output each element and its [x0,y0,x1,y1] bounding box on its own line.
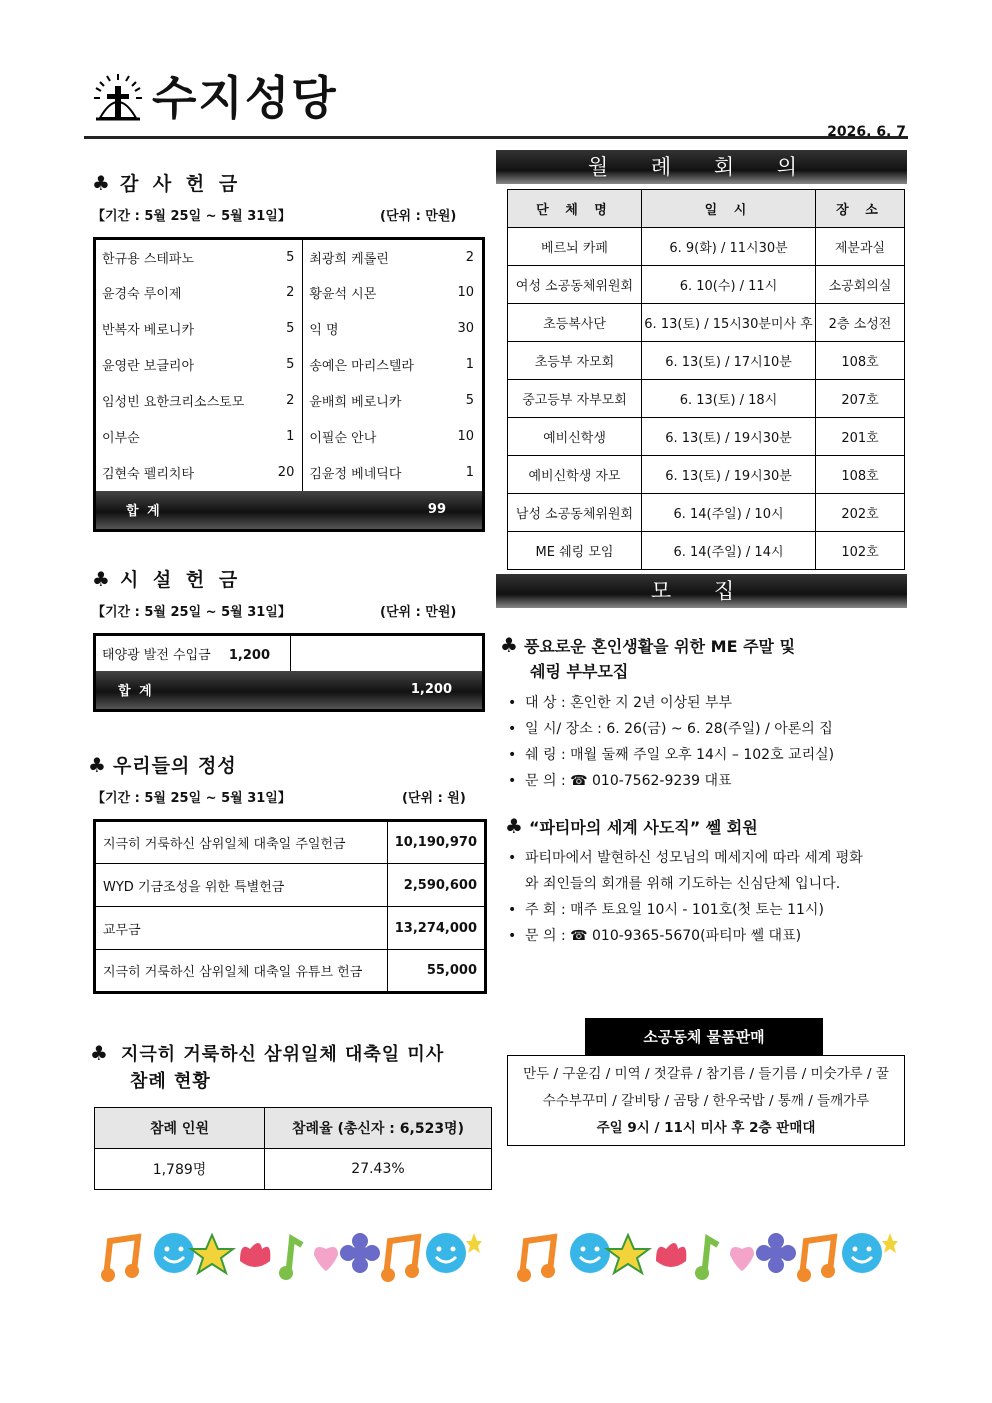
facility-period: 【기간 : 5월 25일 ~ 5월 31일】 [92,605,291,620]
table-row [508,342,905,380]
meeting-group: 예비신학생 [508,418,642,456]
music-note-icon [797,1237,835,1282]
donor-amount: 1 [286,429,295,444]
table-row [95,419,484,455]
facility-sum-value: 1,200 [291,671,484,711]
facility-table [93,633,485,712]
flower-icon [756,1233,796,1273]
meeting-time: 6. 13(토) / 19시30분 [642,456,816,494]
music-note-icon [101,1237,139,1282]
attendance-table [94,1107,492,1190]
donor-amount: 1 [465,357,474,372]
offering-amount: 10,190,970 [387,821,485,864]
offering-unit: (단위 : 원) [402,791,466,806]
page-title: 수지성당 [152,71,338,125]
list-item: • 쉐 링 : 매월 둘째 주일 오후 14시 – 102호 교리실) [505,742,905,768]
facility-empty-cell [291,635,484,671]
header-rule [84,136,908,139]
thanks-sum-label: 합 계 [95,491,422,531]
donor-name: 송예은 마리스텔라 [303,347,422,383]
meeting-place: 108호 [816,342,905,380]
meetings-col-time: 일 시 [642,190,816,228]
offering-period: 【기간 : 5월 25일 ~ 5월 31일】 [92,791,291,806]
donor-name: 임성빈 요한크리소스토모 [102,395,245,410]
meeting-time: 6. 13(토) / 19시30분 [642,418,816,456]
table-row [95,383,484,419]
offering-label: 지극히 거룩하신 삼위일체 대축일 유튜브 헌금 [95,950,388,993]
donor-name: 최광희 케롤린 [303,239,422,275]
flower-icon [340,1233,380,1273]
facility-item: 태양광 발전 수입금 1,200 [102,647,270,663]
table-row [508,418,905,456]
fatima-title: ♣ “파티마의 세계 사도직” 쎌 회원 [505,814,758,838]
table-row [508,494,905,532]
thanks-sum-row [95,491,484,531]
tulip-icon [240,1243,270,1267]
table-row [508,304,905,342]
offering-label: 교무금 [95,907,388,950]
meetings-table [507,189,905,570]
donor-amount: 5 [286,249,295,265]
club-icon: ♣ [92,567,114,591]
donor-name: 황윤석 시몬 [303,275,422,311]
table-row [95,311,484,347]
attendance-rate: 27.43% [265,1149,492,1190]
donor-name: 윤배희 베로니카 [303,383,422,419]
heart-icon [314,1247,338,1271]
meeting-place: 201호 [816,418,905,456]
meeting-group: 중고등부 자부모회 [508,380,642,418]
table-row [508,228,905,266]
offering-amount: 55,000 [387,950,485,993]
list-item: • 문 의 : ☎ 010-7562-9239 대표 [505,768,905,794]
music-note-icon [695,1239,718,1280]
table-row [508,532,905,570]
facility-sum-row [95,671,484,711]
meeting-place: 2층 소성전 [816,304,905,342]
donor-name: 김현숙 펠리치타 [102,467,195,482]
offering-label: WYD 기금조성을 위한 특별헌금 [95,864,388,907]
table-row [95,347,484,383]
meeting-time: 6. 9(화) / 11시30분 [642,228,816,266]
recruit-header-bar: 모 집 [496,574,907,608]
shop-location: 주일 9시 / 11시 미사 후 2층 판매대 [596,1120,816,1136]
attendance-section-title-line2: 참례 현황 [130,1071,211,1092]
list-item: • 일 시/ 장소 : 6. 26(금) ~ 6. 28(주일) / 아론의 집 [505,716,905,742]
meeting-time: 6. 13(토) / 18시 [642,380,816,418]
meeting-place: 소공회의실 [816,266,905,304]
facility-sum-label: 합 계 [95,671,291,711]
offering-amount: 2,590,600 [387,864,485,907]
thanks-table [93,237,485,532]
meeting-group: 초등복사단 [508,304,642,342]
donor-amount: 2 [286,393,295,408]
facility-item-value: 1,200 [228,647,270,663]
meeting-group: ME 쉐링 모임 [508,532,642,570]
donor-amount: 5 [465,393,474,408]
music-note-icon [279,1239,302,1280]
donor-amount: 30 [457,321,474,336]
club-icon: ♣ [90,1041,109,1065]
meeting-group: 남성 소공동체위원회 [508,494,642,532]
offering-amount: 13,274,000 [387,907,485,950]
decorative-banner-right [516,1227,898,1283]
donor-name: 이필순 안나 [303,419,422,455]
offering-section-title: ♣ 우리들의 정성 [88,753,237,777]
meeting-group: 예비신학생 자모 [508,456,642,494]
table-row [95,950,486,993]
table-row [95,239,484,275]
table-row [95,455,484,491]
donor-amount: 5 [286,321,295,336]
meeting-time: 6. 14(주일) / 10시 [642,494,816,532]
table-row [508,266,905,304]
music-note-icon [517,1237,555,1282]
meeting-place: 202호 [816,494,905,532]
meetings-col-group: 단 체 명 [508,190,642,228]
donor-amount: 10 [457,285,474,300]
attendance-header-count: 참례 인원 [95,1108,265,1149]
meeting-time: 6. 13(토) / 15시30분미사 후 [642,304,816,342]
club-icon: ♣ [505,814,523,838]
table-row [508,380,905,418]
star-icon [466,1233,482,1253]
facility-section-title: ♣ 시 설 헌 금 [92,567,242,591]
meeting-group: 초등부 자모회 [508,342,642,380]
facility-unit: (단위 : 만원) [380,605,457,620]
meeting-time: 6. 13(토) / 17시10분 [642,342,816,380]
shop-items-line2: 수수부꾸미 / 갈비탕 / 곰탕 / 한우국밥 / 통깨 / 들깨가루 [542,1093,870,1109]
donor-name: 반복자 베로니카 [102,323,195,338]
attendance-header-rate: 참례율 (총신자 : 6,523명) [265,1108,492,1149]
thanks-period: 【기간 : 5월 25일 ~ 5월 31일】 [92,209,291,224]
meeting-place: 207호 [816,380,905,418]
donor-amount: 5 [286,357,295,372]
meetings-col-place: 장 소 [816,190,905,228]
fatima-list [505,845,875,949]
donor-amount: 20 [277,465,295,480]
smiley-icon [570,1233,610,1273]
shop-box [507,1055,905,1146]
attendance-section-title: ♣ 지극히 거룩하신 삼위일체 대축일 미사 [90,1041,445,1065]
smiley-icon [426,1233,466,1273]
meeting-time: 6. 14(주일) / 14시 [642,532,816,570]
star-icon [607,1235,649,1273]
issue-date: 2026. 6. 7 [827,124,906,140]
shop-items-line1: 만두 / 구운김 / 미역 / 젓갈류 / 참기름 / 들기름 / 미숫가루 / 꿀 [523,1066,889,1082]
meeting-place: 제분과실 [816,228,905,266]
me-recruit-title-line2: 쉐링 부부모집 [530,662,629,681]
donor-name: 윤영란 보글리아 [102,359,195,374]
table-row [95,864,486,907]
table-row [95,821,486,864]
donor-amount: 2 [465,249,474,265]
donor-name: 한규용 스테파노 [102,251,195,267]
thanks-unit: (단위 : 만원) [380,209,457,224]
star-icon [191,1235,233,1273]
meeting-place: 108호 [816,456,905,494]
table-row [95,907,486,950]
meetings-header-bar: 월 례 회 의 [496,150,907,184]
donor-name: 윤경숙 루이제 [102,287,182,302]
donor-amount: 1 [465,465,474,480]
offering-label: 지극히 거룩하신 삼위일체 대축일 주일헌금 [95,821,388,864]
star-icon [882,1233,898,1253]
club-icon: ♣ [500,633,518,657]
meeting-group: 베르뇌 카페 [508,228,642,266]
donor-amount: 10 [457,429,474,444]
thanks-sum-value: 99 [422,491,484,531]
list-item: • 문 의 : ☎ 010-9365-5670(파티마 쎌 대표) [505,923,875,949]
me-recruit-list [505,690,905,794]
meeting-place: 102호 [816,532,905,570]
decorative-banner-left [100,1227,482,1283]
tulip-icon [656,1243,686,1267]
attendance-count: 1,789명 [95,1149,265,1190]
donor-name: 익 명 [303,311,422,347]
meeting-time: 6. 10(수) / 11시 [642,266,816,304]
meeting-group: 여성 소공동체위원회 [508,266,642,304]
music-note-icon [381,1237,419,1282]
smiley-icon [842,1233,882,1273]
club-icon: ♣ [88,753,107,777]
donor-name: 이부순 [102,431,140,446]
offering-table [93,819,487,994]
shop-title: 소공동체 물품판매 [585,1018,823,1056]
list-item: • 대 상 : 혼인한 지 2년 이상된 부부 [505,690,905,716]
table-row [508,456,905,494]
heart-icon [730,1247,754,1271]
donor-amount: 2 [286,285,295,300]
table-row [95,275,484,311]
club-icon: ♣ [92,171,114,195]
me-recruit-title: ♣ 풍요로운 혼인생활을 위한 ME 주말 및 [500,633,796,657]
donor-name: 김윤정 베네딕다 [303,455,422,491]
church-logo-icon [92,72,144,124]
list-item: • 주 회 : 매주 토요일 10시 - 101호(첫 토는 11시) [505,897,875,923]
smiley-icon [154,1233,194,1273]
list-item: • 파티마에서 발현하신 성모님의 메세지에 따라 세계 평화와 죄인들의 회개를 위해 기도하는 신심단체 입니다. [505,845,875,897]
thanks-section-title: ♣ 감 사 헌 금 [92,171,242,195]
